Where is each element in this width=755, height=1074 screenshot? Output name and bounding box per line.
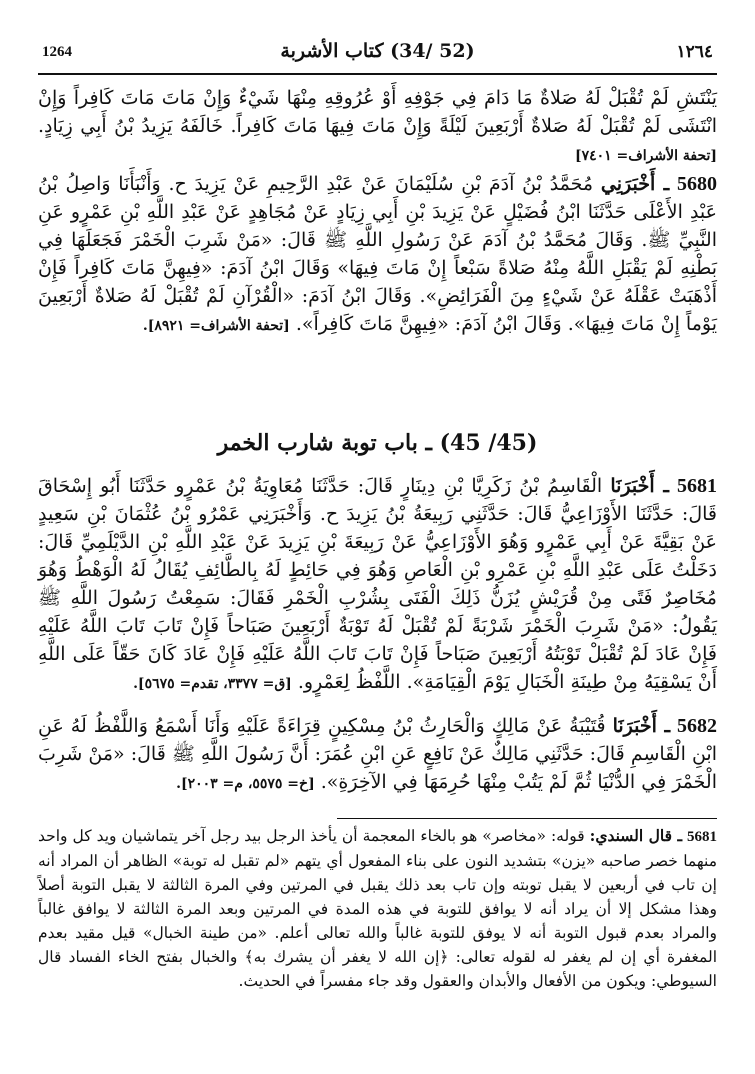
hadith-text: مُحَمَّدُ بْنُ آدَمَ بْنِ سُلَيْمَانَ عَنْ عَبْدِ الرَّحِيمِ عَنْ يَزِيدَ ح. وَأَنْبَأَنَا وَاصِلُ بْنُ عَبْدِ الأَعْلَى حَدَّثَنَا ابْنُ فُضَيْلٍ عَنْ يَزِيدَ بْنِ أَبِي زِيَادٍ عَنْ مُجَاهِدٍ عَنْ عَبْدِ اللَّهِ بْنِ عَمْرٍو عَنِ النَّبِيِّ ﷺ. وَقَالَ مُحَمَّدُ بْنُ آدَمَ عَنْ رَسُولِ اللَّهِ ﷺ قَالَ: «مَنْ شَرِبَ الْخَمْرَ فَجَعَلَهَا فِي بَطْنِهِ لَمْ يَقْبَلِ اللَّهُ مِنْهُ صَلاةً سَبْعاً إِنْ مَاتَ فِيهَا» وَقَالَ ابْنُ آدَمَ: «فِيهِنَّ مَاتَ كَافِراً فَإِنْ أَذْهَبَتْ عَقْلَهُ عَنْ شَيْءٍ مِنَ الْفَرَائِضِ». وَقَالَ ابْنُ آدَمَ: «الْقُرْآنِ لَمْ تُقْبَلْ لَهُ صَلاةٌ أَرْبَعِينَ يَوْماً إِنْ مَاتَ فِيهَا». وَقَالَ ابْنُ آدَمَ: «فِيهِنَّ مَاتَ كَافِراً». xyxy=(38,173,717,335)
hadith-lead: ـ أَخْبَرَنِي xyxy=(600,173,670,195)
footnote-lead: ـ قال السندي: xyxy=(589,826,682,845)
hadith-number: 5682 xyxy=(677,715,717,737)
hadith-reference: [ق= ٣٣٧٧، تقدم= ٥٦٧٥]. xyxy=(133,676,292,692)
hadith-reference: [خ= ٥٥٧٥، م= ٢٠٠٣]. xyxy=(176,776,315,792)
hadith-text: الْقَاسِمُ بْنُ زَكَرِيَّا بْنِ دِينَارٍ قَالَ: حَدَّثَنَا مُعَاوِيَةُ بْنُ عَمْرٍو حَدَّثَنَا أَبُو إِسْحَاقَ قَالَ: حَدَّثَنَا الأَوْزَاعِيُّ قَالَ: حَدَّثَنِي رَبِيعَةُ بْنُ يَزِيدَ ح. وَأَخْبَرَنِي عَمْرُو بْنُ عُثْمَانَ بْنِ سَعِيدٍ عَنْ بَقِيَّةَ عَنْ أَبِي عَمْرٍو وَهُوَ الأَوْزَاعِيُّ عَنْ رَبِيعَةَ بْنِ يَزِيدَ عَنْ عَبْدِ اللَّهِ بْنِ الدَّيْلَمِيِّ قَالَ: دَخَلْتُ عَلَى عَبْدِ اللَّهِ بْنِ عَمْرِو بْنِ الْعَاصِ وَهُوَ فِي حَائِطٍ لَهُ بِالطَّائِفِ يُقَالُ لَهُ الْوَهْطُ وَهُوَ مُخَاصِرٌ فَتًى مِنْ قُرَيْشٍ يُزَنُّ ذَلِكَ الْفَتَى بِشُرْبِ الْخَمْرِ فَقَالَ: سَمِعْتُ رَسُولَ اللَّهِ ﷺ يَقُولُ: «مَنْ شَرِبَ الْخَمْرَ شَرْبَةً لَمْ تُقْبَلْ لَهُ تَوْبَةٌ أَرْبَعِينَ صَبَاحاً فَإِنْ تَابَ تَابَ اللَّهُ عَلَيْهِ فَإِنْ عَادَ لَمْ تُقْبَلْ تَوْبَتُهُ أَرْبَعِينَ صَبَاحاً فَإِنْ تَابَ تَابَ اللَّهُ عَلَيْهِ فَإِنْ عَادَ كَانَ حَقّاً عَلَى اللَّهِ أَنْ يَسْقِيَهُ مِنْ طِينَةِ الْخَبَالِ يَوْمَ الْقِيَامَةِ». اللَّفْظُ لِعَمْرٍو. xyxy=(38,475,717,693)
intro-paragraph xyxy=(38,84,717,170)
hadith-5682 xyxy=(38,712,717,798)
page-number-latin: 1264 xyxy=(42,44,72,60)
book-title: (52 /34) كتاب الأشربة xyxy=(280,40,475,62)
hadith-number: 5681 xyxy=(677,475,718,497)
header-rule xyxy=(38,73,717,75)
footnote-text: قوله: «مخاصر» هو بالخاء المعجمة أن يأخذ الرجل بيد رجل آخر يتماشيان ويد كل واحد منهما خصر صاحبه «يزن» بتشديد النون على بناء المفعول أي يتهم «لم تقبل له توبة» الظاهر أن المراد أنه إن تاب في أربعين لا يقبل توبته وإن تاب بعد ذلك يقبل في المرتين وفي المرة الثالثة لا يقبل التوبة أصلاً وهذا مشكل إلا أن يراد أنه لا يوافق للتوبة في هذه المدة في المرتين وبعد المرة الثالثة لا يوافق غالباً والمراد بعدم قبول التوبة أنه لا يوفق للتوبة غالباً والله تعالى أعلم. «من طينة الخبال» قيل مقيد بعدم المغفرة أي إن لم يغفر له لقوله تعالى: ﴿إن الله لا يغفر أن يشرك به﴾ والخبال بفتح الخاء الفساد قال السيوطي: ويكون من الأفعال والأبدان والعقول وقد جاء مفسراً في الحديث. xyxy=(38,827,717,990)
intro-reference: [تحفة الأشراف= ٧٤٠١] xyxy=(574,148,717,164)
hadith-5681 xyxy=(38,472,717,698)
hadith-number: 5680 xyxy=(677,173,717,195)
footnote xyxy=(38,824,717,993)
footnote-rule xyxy=(337,818,717,819)
hadith-5680 xyxy=(38,170,717,340)
hadith-lead: ـ أَخْبَرَنَا xyxy=(610,475,669,497)
page-header xyxy=(38,40,717,70)
hadith-lead: ـ أَخْبَرَنَا xyxy=(612,715,671,737)
footnote-number: 5681 xyxy=(687,829,717,845)
page-number-arabic: ١٢٦٤ xyxy=(676,42,713,62)
hadith-reference: [تحفة الأشراف= ٨٩٢١]. xyxy=(142,318,290,334)
intro-text: يَنْتَشِ لَمْ تُقْبَلْ لَهُ صَلاةٌ مَا دَامَ فِي جَوْفِهِ أَوْ عُرُوقِهِ مِنْهَا شَيْءٌ وَإِنْ مَاتَ مَاتَ كَافِراً وَإِنْ انْتَشَى لَمْ تُقْبَلْ لَهُ صَلاةٌ أَرْبَعِينَ لَيْلَةً وَإِنْ مَاتَ فِيهَا مَاتَ كَافِراً. خَالَفَهُ يَزِيدُ بْنُ أَبِي زِيَادٍ. xyxy=(38,87,717,137)
hadith-text: قُتَيْبَةُ عَنْ مَالِكٍ وَالْحَارِثُ بْنُ مِسْكِينٍ قِرَاءَةً عَلَيْهِ وَأَنَا أَسْمَعُ وَاللَّفْظُ لَهُ عَنِ ابْنِ الْقَاسِمِ قَالَ: حَدَّثَنِي مَالِكٌ عَنْ نَافِعٍ عَنِ ابْنِ عُمَرَ: أَنَّ رَسُولَ اللَّهِ ﷺ قَالَ: «مَنْ شَرِبَ الْخَمْرَ فِي الدُّنْيَا ثُمَّ لَمْ يَتُبْ مِنْهَا حُرِمَهَا فِي الآخِرَةِ». xyxy=(38,715,717,793)
chapter-title: (45/ 45) ـ باب توبة شارب الخمر xyxy=(217,430,538,456)
